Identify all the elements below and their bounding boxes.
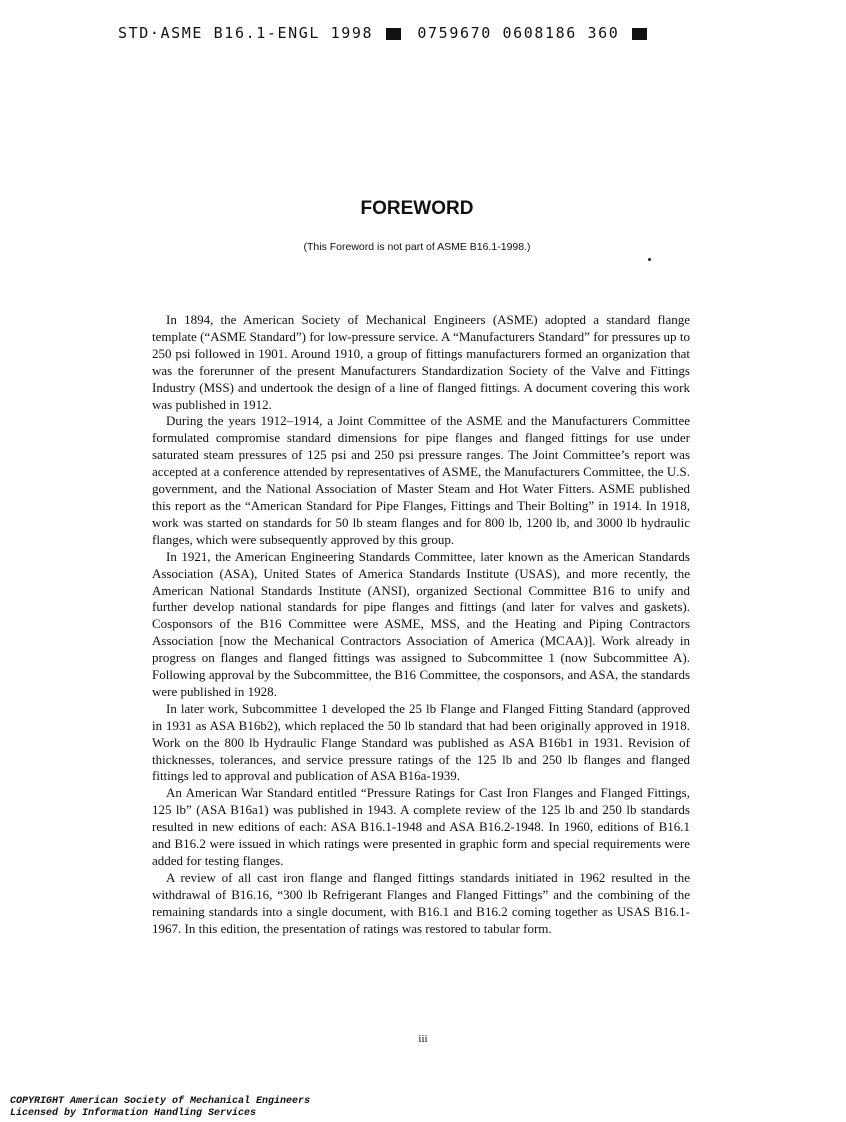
paragraph: A review of all cast iron flange and flanged fittings standards initiated in 1962 resulted in the withdrawal of B16.16, “300 lb Refrigerant Flanges and Flanged Fittings” and the combining of the remaining standards into a single document, with B16.1 and B16.2 coming together as USAS B16.1-1967. In this edition, the presentation of ratings was restored to tabular form.: [152, 869, 690, 936]
paragraph: In 1894, the American Society of Mechanical Engineers (ASME) adopted a standard flange template (“ASME Standard”) for low-pressure service. A “Manufacturers Standard” for pressures up to 250 psi followed in 1901. Around 1910, a group of fittings manufacturers formed an organization that was the forerunner of the present Manufacturers Standardization Society of the Valve and Fittings Industry (MSS) and undertook the design of a line of flanged fittings. A document covering this work was published in 1912.: [152, 312, 690, 412]
copyright-line: COPYRIGHT American Society of Mechanical Engineers: [10, 1096, 311, 1107]
paragraph: In later work, Subcommittee 1 developed the 25 lb Flange and Flanged Fitting Standard (approved in 1931 as ASA B16b2), which replaced the 50 lb standard that had been originally approved in 1918. Work on the 800 lb Hydraulic Flange Standard was published as ASA B16b1 in 1931. Revision of thicknesses, tolerances, and service pressure ratings of the 125 lb and 250 lb flanges and flanged fittings led to approval and publication of ASA B16a-1939.: [152, 700, 690, 784]
scan-dot: [648, 258, 651, 261]
page-number: iii: [418, 1033, 428, 1045]
paragraph: During the years 1912–1914, a Joint Committee of the ASME and the Manufacturers Committee formulated compromise standard dimensions for pipe flanges and flanged fittings for use under saturated steam pressures of 125 psi and 250 psi pressure ranges. The Joint Committee’s report was accepted at a conference attended by representatives of ASME, the Manufacturers Committee, the U.S. government, and the National Association of Master Steam and Hot Water Fitters. ASME published this report as the “American Standard for Pipe Flanges, Fittings and Their Bolting” in 1914. In 1918, work was started on standards for 50 lb steam flanges and for 800 lb, 1200 lb, and 3000 lb hydraulic flanges, which were subsequently approved by this group.: [152, 413, 690, 547]
paragraph: In 1921, the American Engineering Standards Committee, later known as the American Standards Association (ASA), United States of America Standards Institute (USAS), and more recently, the American National Standards Institute (ANSI), organized Sectional Committee B16 to unify and further develop national standards for pipe flanges and fittings (and later for valves and gaskets). Cosponsors of the B16 Committee were ASME, MSS, and the Heating and Piping Contractors Association [now the Mechanical Contractors Association of America (MCAA)]. Work already in progress on flanges and flanged fittings was assigned to Subcommittee 1 (now Subcommittee A). Following approval by the Subcommittee, the B16 Committee, the cosponsors, and ASA, the standards were published in 1928.: [152, 548, 690, 699]
license-line: Licensed by Information Handling Services: [10, 1108, 257, 1119]
copyright-footer: [10, 1096, 310, 1120]
end-bar-icon: [632, 28, 647, 40]
separator-bar-icon: [386, 28, 401, 40]
paragraph: An American War Standard entitled “Pressure Ratings for Cast Iron Flanges and Flanged Fittings, 125 lb” (ASA B16a1) was published in 1943. A complete review of the 125 lb and 250 lb standards resulted in new editions of each: ASA B16.1-1948 and ASA B16.2-1948. In 1960, editions of B16.1 and B16.2 were issued in which ratings were presented in graphic form and special requirements were added for testing flanges.: [152, 785, 690, 868]
foreword-body: [152, 312, 690, 938]
document-code-header: [118, 24, 653, 42]
page-title: FOREWORD: [360, 198, 474, 219]
document-code-part1: STD·ASME B16.1-ENGL 1998: [118, 24, 374, 42]
document-code-part2: 0759670 0608186 360: [417, 24, 620, 42]
page-subtitle: (This Foreword is not part of ASME B16.1-1998.): [303, 241, 531, 253]
